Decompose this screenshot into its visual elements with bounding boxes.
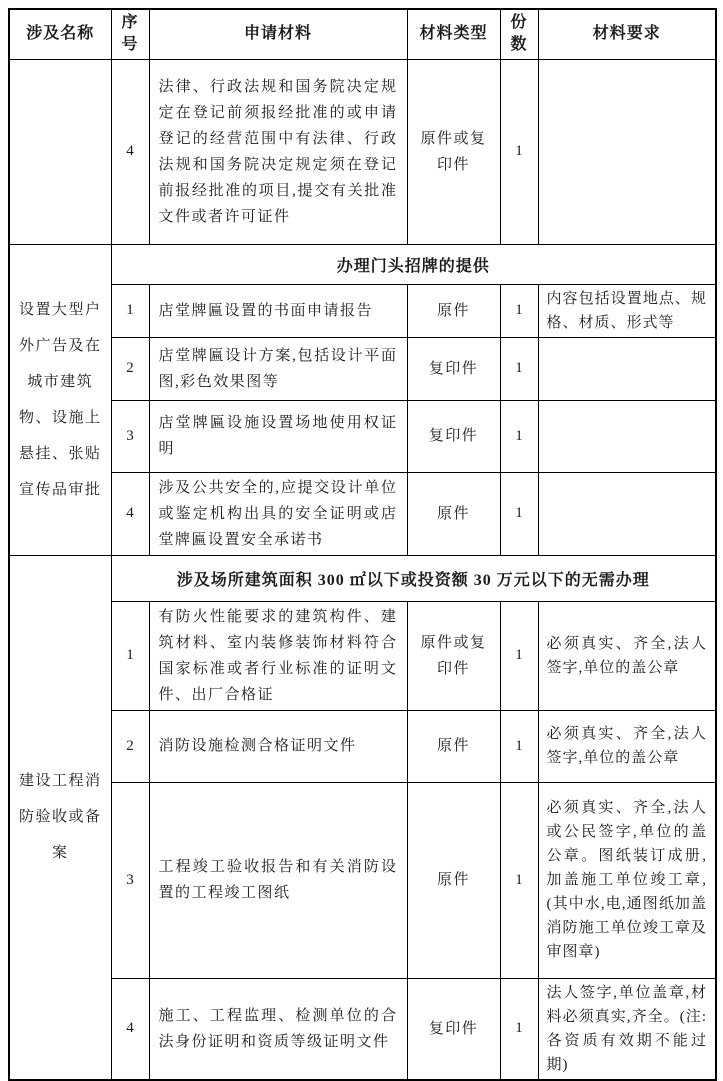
requirement-cell	[538, 400, 716, 472]
col-header-involved-name: 涉及名称	[9, 9, 111, 59]
table-header-row	[9, 9, 716, 59]
table-row	[9, 337, 716, 400]
seq-cell: 3	[111, 782, 149, 978]
type-cell: 原件或复印件	[407, 59, 500, 244]
material-cell: 施工、工程监理、检测单位的合法身份证明和资质等级证明文件	[149, 978, 407, 1080]
requirement-cell: 必须真实、齐全,法人签字,单位的盖公章	[538, 601, 716, 710]
type-cell: 原件	[407, 782, 500, 978]
copies-cell: 1	[500, 601, 538, 710]
section-title-row	[9, 555, 716, 601]
material-cell: 工程竣工验收报告和有关消防设置的工程竣工图纸	[149, 782, 407, 978]
col-header-material-requirement: 材料要求	[538, 9, 716, 59]
type-cell: 原件或复印件	[407, 601, 500, 710]
seq-cell: 4	[111, 978, 149, 1080]
requirement-cell	[538, 337, 716, 400]
seq-cell: 3	[111, 400, 149, 472]
type-cell: 原件	[407, 710, 500, 782]
requirement-cell: 必须真实、齐全,法人或公民签字,单位的盖公章。图纸装订成册,加盖施工单位竣工章,(其中水,电,通图纸加盖消防施工单位竣工章及审图章)	[538, 782, 716, 978]
table-row	[9, 710, 716, 782]
type-cell: 原件	[407, 284, 500, 337]
material-cell: 有防火性能要求的建筑构件、建筑材料、室内装修装饰材料符合国家标准或者行业标准的证明文件、出厂合格证	[149, 601, 407, 710]
requirement-cell: 内容包括设置地点、规格、材质、形式等	[538, 284, 716, 337]
requirement-cell: 必须真实、齐全,法人签字,单位的盖公章	[538, 710, 716, 782]
seq-cell: 2	[111, 337, 149, 400]
requirement-cell	[538, 472, 716, 555]
copies-cell: 1	[500, 978, 538, 1080]
type-cell: 复印件	[407, 400, 500, 472]
seq-cell: 1	[111, 601, 149, 710]
copies-cell: 1	[500, 337, 538, 400]
table-row	[9, 400, 716, 472]
col-header-material-type: 材料类型	[407, 9, 500, 59]
table-row	[9, 782, 716, 978]
requirement-cell	[538, 59, 716, 244]
material-cell: 店堂牌匾设施设置场地使用权证明	[149, 400, 407, 472]
materials-table	[8, 8, 717, 1081]
copies-cell: 1	[500, 400, 538, 472]
section-name-cell	[9, 59, 111, 244]
table-row	[9, 978, 716, 1080]
seq-cell: 4	[111, 59, 149, 244]
section-title-cell: 办理门头招牌的提供	[111, 244, 716, 284]
copies-cell: 1	[500, 284, 538, 337]
seq-cell: 4	[111, 472, 149, 555]
col-header-application-material: 申请材料	[149, 9, 407, 59]
copies-cell: 1	[500, 782, 538, 978]
type-cell: 原件	[407, 472, 500, 555]
type-cell: 复印件	[407, 337, 500, 400]
material-cell: 店堂牌匾设置的书面申请报告	[149, 284, 407, 337]
col-header-seq: 序号	[111, 9, 149, 59]
seq-cell: 1	[111, 284, 149, 337]
table-row	[9, 472, 716, 555]
section-title-cell: 涉及场所建筑面积 300 ㎡以下或投资额 30 万元以下的无需办理	[111, 555, 716, 601]
section-name-cell: 设置大型户外广告及在城市建筑物、设施上悬挂、张贴宣传品审批	[9, 244, 111, 555]
material-cell: 店堂牌匾设计方案,包括设计平面图,彩色效果图等	[149, 337, 407, 400]
material-cell: 消防设施检测合格证明文件	[149, 710, 407, 782]
col-header-copies: 份数	[500, 9, 538, 59]
material-cell: 涉及公共安全的,应提交设计单位或鉴定机构出具的安全证明或店堂牌匾设置安全承诺书	[149, 472, 407, 555]
copies-cell: 1	[500, 710, 538, 782]
section-title-row	[9, 244, 716, 284]
seq-cell: 2	[111, 710, 149, 782]
material-cell: 法律、行政法规和国务院决定规定在登记前须报经批准的或申请登记的经营范围中有法律、行政法规和国务院决定规定须在登记前报经批准的项目,提交有关批准文件或者许可证件	[149, 59, 407, 244]
table-row	[9, 59, 716, 244]
table-row	[9, 601, 716, 710]
section-name-cell: 建设工程消防验收或备案	[9, 555, 111, 1080]
copies-cell: 1	[500, 59, 538, 244]
requirement-cell: 法人签字,单位盖章,材料必须真实,齐全。(注:各资质有效期不能过期)	[538, 978, 716, 1080]
type-cell: 复印件	[407, 978, 500, 1080]
table-row	[9, 284, 716, 337]
copies-cell: 1	[500, 472, 538, 555]
